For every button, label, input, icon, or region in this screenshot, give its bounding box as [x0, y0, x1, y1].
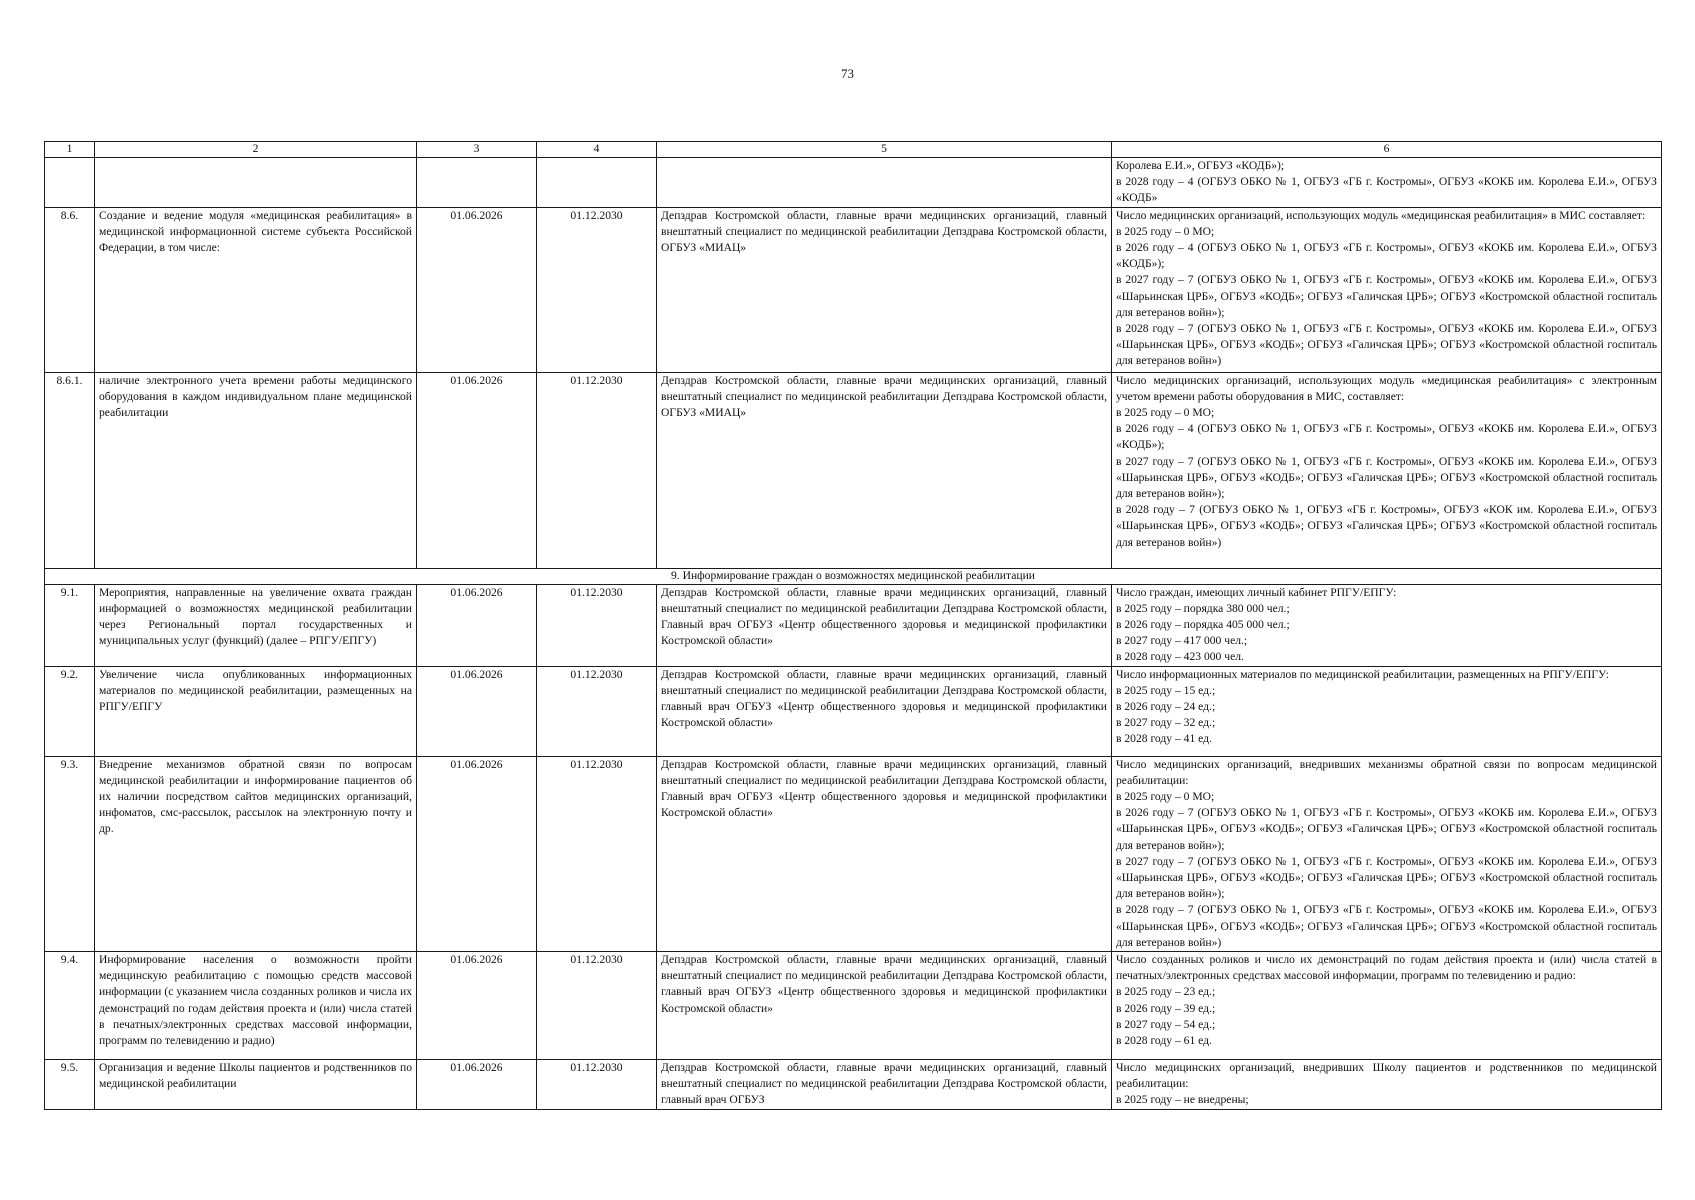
- result-indicator: [1112, 372, 1662, 568]
- table-body: [45, 142, 1662, 1110]
- measure-name: наличие электронного учета времени работы медицинского оборудования в каждом индивидуальном плане медицинской реабилитации: [95, 372, 417, 568]
- end-date: 01.12.2030: [537, 372, 657, 568]
- result-indicator: [1112, 666, 1662, 756]
- result-indicator: [1112, 952, 1662, 1060]
- indicator-line: в 2028 году – 61 ед.: [1116, 1034, 1212, 1048]
- row-number: 8.6.1.: [45, 372, 95, 568]
- start-date: 01.06.2026: [417, 666, 537, 756]
- indicator-line: Число медицинских организаций, внедривших механизмы обратной связи по вопросам медицинской реабилитации:: [1116, 757, 1657, 787]
- indicator-line: в 2026 году – 4 (ОГБУЗ ОБКО № 1, ОГБУЗ «ГБ г. Костромы», ОГБУЗ «КОКБ им. Королева Е.И.», ОГБУЗ «КОДБ»);: [1116, 241, 1657, 271]
- indicator-line: в 2028 году – 7 (ОГБУЗ ОБКО № 1, ОГБУЗ «ГБ г. Костромы», ОГБУЗ «КОКБ им. Королева Е.И.», ОГБУЗ «Шарьинская ЦРБ», ОГБУЗ «КОДБ»; ОГБУЗ «Галичская ЦРБ»; ОГБУЗ «Костромской областной госпиталь для ветеранов войн»): [1116, 903, 1657, 949]
- indicator-line: в 2026 году – 24 ед.;: [1116, 700, 1216, 714]
- responsible-parties: Депздрав Костромской области, главные врачи медицинских организаций, главный внештатный специалист по медицинской реабилитации Депздрава Костромской области, ОГБУЗ «МИАЦ»: [657, 207, 1112, 372]
- start-date: 01.06.2026: [417, 372, 537, 568]
- end-date: 01.12.2030: [537, 584, 657, 666]
- start-date: 01.06.2026: [417, 756, 537, 951]
- end-date: [537, 158, 657, 208]
- indicator-line: в 2026 году – 4 (ОГБУЗ ОБКО № 1, ОГБУЗ «ГБ г. Костромы», ОГБУЗ «КОКБ им. Королева Е.И.», ОГБУЗ «КОДБ»);: [1116, 422, 1657, 452]
- indicator-line: Королева Е.И.», ОГБУЗ «КОДБ»);: [1116, 159, 1285, 172]
- responsible-parties: Депздрав Костромской области, главные врачи медицинских организаций, главный внештатный специалист по медицинской реабилитации Депздрава Костромской области, Главный врач ОГБУЗ «Центр общественного здоровья и медицинской профилактики Костромской области»: [657, 756, 1112, 951]
- row-number: 9.1.: [45, 584, 95, 666]
- indicator-line: Число информационных материалов по медицинской реабилитации, размещенных на РПГУ/ЕПГУ:: [1116, 667, 1610, 681]
- end-date: 01.12.2030: [537, 952, 657, 1060]
- indicator-line: в 2025 году – не внедрены;: [1116, 1093, 1249, 1107]
- indicator-line: в 2025 году – 15 ед.;: [1116, 683, 1216, 697]
- indicator-line: в 2028 году – 4 (ОГБУЗ ОБКО № 1, ОГБУЗ «ГБ г. Костромы», ОГБУЗ «КОКБ им. Королева Е.И.», ОГБУЗ «КОДБ»: [1116, 175, 1657, 205]
- column-header: 6: [1112, 142, 1662, 158]
- measure-name: Мероприятия, направленные на увеличение охвата граждан информацией о возможностях медицинской реабилитации через Региональный портал государственных и муниципальных услуг (функций) (далее – РПГУ/ЕПГУ): [95, 584, 417, 666]
- table-row: [45, 158, 1662, 208]
- column-header: 5: [657, 142, 1112, 158]
- start-date: 01.06.2026: [417, 207, 537, 372]
- indicator-line: в 2025 году – 23 ед.;: [1116, 985, 1216, 999]
- responsible-parties: Депздрав Костромской области, главные врачи медицинских организаций, главный внештатный специалист по медицинской реабилитации Депздрава Костромской области, ОГБУЗ «МИАЦ»: [657, 372, 1112, 568]
- indicator-line: в 2025 году – 0 МО;: [1116, 790, 1215, 804]
- indicator-line: Число граждан, имеющих личный кабинет РПГУ/ЕПГУ:: [1116, 585, 1397, 599]
- column-header: 4: [537, 142, 657, 158]
- indicator-line: в 2027 году – 417 000 чел.;: [1116, 634, 1248, 648]
- indicator-line: в 2027 году – 7 (ОГБУЗ ОБКО № 1, ОГБУЗ «ГБ г. Костромы», ОГБУЗ «КОКБ им. Королева Е.И.», ОГБУЗ «Шарьинская ЦРБ», ОГБУЗ «КОДБ»; ОГБУЗ «Галичская ЦРБ»; ОГБУЗ «Костромской областной госпиталь для ветеранов войн»);: [1116, 273, 1657, 319]
- end-date: 01.12.2030: [537, 756, 657, 951]
- result-indicator: [1112, 207, 1662, 372]
- section-title: 9. Информирование граждан о возможностях медицинской реабилитации: [45, 568, 1662, 584]
- table-row: [45, 1060, 1662, 1110]
- row-number: 8.6.: [45, 207, 95, 372]
- row-number: 9.4.: [45, 952, 95, 1060]
- row-number: 9.3.: [45, 756, 95, 951]
- end-date: 01.12.2030: [537, 207, 657, 372]
- page-number: 73: [841, 66, 854, 81]
- measure-name: Организация и ведение Школы пациентов и родственников по медицинской реабилитации: [95, 1060, 417, 1110]
- indicator-line: в 2026 году – порядка 405 000 чел.;: [1116, 618, 1290, 632]
- result-indicator: [1112, 584, 1662, 666]
- indicator-line: в 2025 году – 0 МО;: [1116, 224, 1215, 238]
- table-row: [45, 952, 1662, 1060]
- indicator-line: в 2025 году – порядка 380 000 чел.;: [1116, 601, 1290, 615]
- responsible-parties: Депздрав Костромской области, главные врачи медицинских организаций, главный внештатный специалист по медицинской реабилитации Депздрава Костромской области, главный врач ОГБУЗ «Центр общественного здоровья и медицинской профилактики Костромской области»: [657, 952, 1112, 1060]
- row-number: 9.2.: [45, 666, 95, 756]
- measure-name: Создание и ведение модуля «медицинская реабилитация» в медицинской информационной системе субъекта Российской Федерации, в том числе:: [95, 207, 417, 372]
- indicator-line: в 2027 году – 7 (ОГБУЗ ОБКО № 1, ОГБУЗ «ГБ г. Костромы», ОГБУЗ «КОКБ им. Королева Е.И.», ОГБУЗ «Шарьинская ЦРБ», ОГБУЗ «КОДБ»; ОГБУЗ «Галичская ЦРБ»; ОГБУЗ «Костромской областной госпиталь для ветеранов войн»);: [1116, 854, 1657, 901]
- row-number: 9.5.: [45, 1060, 95, 1110]
- responsible-parties: Депздрав Костромской области, главные врачи медицинских организаций, главный внештатный специалист по медицинской реабилитации Депздрава Костромской области, главный врач ОГБУЗ: [657, 1060, 1112, 1110]
- end-date: 01.12.2030: [537, 666, 657, 756]
- section-header-row: [45, 568, 1662, 584]
- table-row: [45, 207, 1662, 372]
- result-indicator: [1112, 1060, 1662, 1110]
- indicator-line: Число медицинских организаций, использующих модуль «медицинская реабилитация» в МИС составляет:: [1116, 208, 1646, 222]
- measure-name: Внедрение механизмов обратной связи по вопросам медицинской реабилитации и информирование пациентов об их наличии посредством сайтов медицинских организаций, инфоматов, смс-рассылок, рассылок на электронную почту и др.: [95, 756, 417, 951]
- start-date: 01.06.2026: [417, 952, 537, 1060]
- result-indicator: [1112, 756, 1662, 951]
- indicator-line: в 2028 году – 41 ед.: [1116, 732, 1212, 746]
- measure-name: [95, 158, 417, 208]
- column-number-row: [45, 142, 1662, 158]
- measure-name: Информирование населения о возможности пройти медицинскую реабилитацию с помощью средств массовой информации (с указанием числа созданных роликов и числа их демонстраций по годам действия проекта и (или) числа статей в печатных/электронных средствах массовой информации, программ по телевидению и радио): [95, 952, 417, 1060]
- row-number: [45, 158, 95, 208]
- indicator-line: в 2026 году – 39 ед.;: [1116, 1001, 1216, 1015]
- indicator-line: в 2027 году – 32 ед.;: [1116, 716, 1216, 730]
- column-header: 2: [95, 142, 417, 158]
- indicator-line: Число медицинских организаций, использующих модуль «медицинская реабилитация» с электронным учетом времени работы оборудования в МИС, составляет:: [1116, 373, 1657, 403]
- measure-name: Увеличение числа опубликованных информационных материалов по медицинской реабилитации, размещенных на РПГУ/ЕПГУ: [95, 666, 417, 756]
- indicator-line: Число медицинских организаций, внедривших Школу пациентов и родственников по медицинской реабилитации:: [1116, 1061, 1657, 1091]
- table-row: [45, 372, 1662, 568]
- column-header: 1: [45, 142, 95, 158]
- indicator-line: в 2025 году – 0 МО;: [1116, 406, 1215, 420]
- column-header: 3: [417, 142, 537, 158]
- indicator-line: в 2027 году – 54 ед.;: [1116, 1017, 1216, 1031]
- responsible-parties: Депздрав Костромской области, главные врачи медицинских организаций, главный внештатный специалист по медицинской реабилитации Депздрава Костромской области, Главный врач ОГБУЗ «Центр общественного здоровья и медицинской профилактики Костромской области»: [657, 584, 1112, 666]
- indicator-line: в 2028 году – 423 000 чел.: [1116, 650, 1244, 664]
- indicator-line: в 2027 году – 7 (ОГБУЗ ОБКО № 1, ОГБУЗ «ГБ г. Костромы», ОГБУЗ «КОКБ им. Королева Е.И.», ОГБУЗ «Шарьинская ЦРБ», ОГБУЗ «КОДБ»; ОГБУЗ «Галичская ЦРБ»; ОГБУЗ «Костромской областной госпиталь для ветеранов войн»);: [1116, 454, 1657, 501]
- indicator-line: в 2028 году – 7 (ОГБУЗ ОБКО № 1, ОГБУЗ «ГБ г. Костромы», ОГБУЗ «КОК им. Королева Е.И.», ОГБУЗ «Шарьинская ЦРБ», ОГБУЗ «КОДБ»; ОГБУЗ «Галичская ЦРБ»; ОГБУЗ «Костромской областной госпиталь для ветеранов войн»): [1116, 503, 1657, 549]
- start-date: 01.06.2026: [417, 1060, 537, 1110]
- measures-table: [44, 141, 1662, 1110]
- table-row: [45, 756, 1662, 951]
- responsible-parties: [657, 158, 1112, 208]
- indicator-line: Число созданных роликов и число их демонстраций по годам действия проекта и (или) числа статей в печатных/электронных средствах массовой информации, программ по телевидению и радио:: [1116, 953, 1657, 983]
- table-row: [45, 584, 1662, 666]
- end-date: 01.12.2030: [537, 1060, 657, 1110]
- responsible-parties: Депздрав Костромской области, главные врачи медицинских организаций, главный внештатный специалист по медицинской реабилитации Депздрава Костромской области, главный врач ОГБУЗ «Центр общественного здоровья и медицинской профилактики Костромской области»: [657, 666, 1112, 756]
- start-date: [417, 158, 537, 208]
- indicator-line: в 2026 году – 7 (ОГБУЗ ОБКО № 1, ОГБУЗ «ГБ г. Костромы», ОГБУЗ «КОКБ им. Королева Е.И.», ОГБУЗ «Шарьинская ЦРБ», ОГБУЗ «КОДБ»; ОГБУЗ «Галичская ЦРБ»; ОГБУЗ «Костромской областной госпиталь для ветеранов войн»);: [1116, 806, 1657, 852]
- result-indicator: [1112, 158, 1662, 208]
- table-row: [45, 666, 1662, 756]
- indicator-line: в 2028 году – 7 (ОГБУЗ ОБКО № 1, ОГБУЗ «ГБ г. Костромы», ОГБУЗ «КОКБ им. Королева Е.И.», ОГБУЗ «Шарьинская ЦРБ», ОГБУЗ «КОДБ»; ОГБУЗ «Галичская ЦРБ»; ОГБУЗ «Костромской областной госпиталь для ветеранов войн»): [1116, 322, 1657, 368]
- start-date: 01.06.2026: [417, 584, 537, 666]
